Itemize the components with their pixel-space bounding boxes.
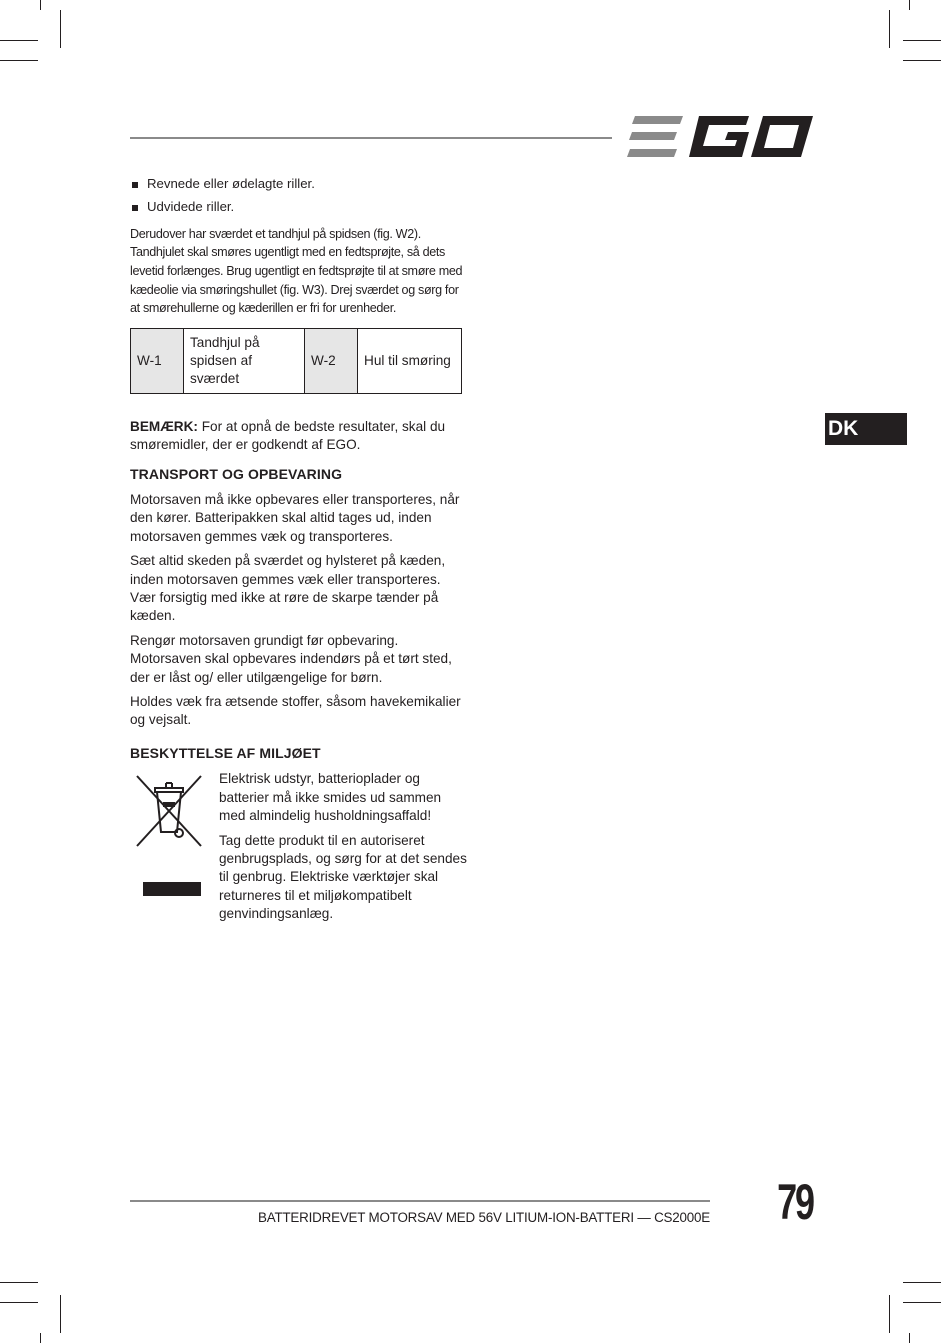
footer-rule [130, 1200, 710, 1202]
legend-table [130, 328, 462, 394]
bullet-item: Udvidede riller. [130, 198, 465, 216]
table-row [131, 328, 462, 393]
language-tab: DK [825, 413, 907, 445]
crop-mark [40, 0, 41, 10]
transport-paragraph: Sæt altid skeden på sværdet og hylsteret på kæden, inden motorsaven gemmes væk eller transporteres. Vær forsigtig med ikke at røre de skarpe tænder på kæden. [130, 553, 446, 624]
note-paragraph [130, 418, 465, 455]
crop-mark [903, 1282, 941, 1283]
transport-paragraph: Rengør motorsaven grundigt før opbevaring. Motorsaven skal opbevares indendørs på et tørt sted, der er låst og/ eller utilgængelige for børn. [130, 632, 452, 685]
legend-label: Tandhjul på spidsen af sværdet [184, 328, 305, 393]
main-column [130, 175, 465, 970]
environment-paragraph: Tag dette produkt til en autoriseret genbrugsplads, og sørg for at det sendes til genbrug. Elektriske værktøjer skal returneres til et miljøkompatibelt genvindingsanlæg. [219, 832, 467, 922]
note-text: For at opnå de bedste resultater, skal du smøremidler, der er godkendt af EGO. [130, 418, 446, 453]
crop-mark [889, 10, 890, 48]
crop-mark [903, 60, 941, 61]
legend-code: W-1 [131, 328, 184, 393]
crop-mark [903, 1302, 941, 1303]
weee-crossed-bin-icon [135, 774, 203, 874]
transport-paragraph: Motorsaven må ikke opbevares eller transporteres, når den kører. Batteripakken skal altid tages ud, inden motorsaven gemmes væk og transporteres. [130, 492, 460, 544]
legend-label: Hul til smøring [358, 328, 462, 393]
crop-mark [40, 1333, 41, 1343]
crop-mark [0, 1302, 38, 1303]
crop-mark [903, 40, 941, 41]
crop-mark [60, 1295, 61, 1333]
crop-mark [0, 1282, 38, 1283]
note-label: BEMÆRK: [130, 418, 198, 434]
crop-mark [60, 10, 61, 48]
footer-title: BATTERIDREVET MOTORSAV MED 56V LITIUM-ION-BATTERI — CS2000E [258, 1210, 710, 1225]
transport-paragraph: Holdes væk fra ætsende stoffer, såsom havekemikalier og vejsalt. [130, 694, 461, 728]
environment-paragraph: Elektrisk udstyr, batterioplader og batterier må ikke smides ud sammen med almindelig husholdningsaffald! [219, 771, 442, 824]
section-heading-environment: BESKYTTELSE AF MILJØET [130, 744, 321, 761]
weee-bar [143, 882, 201, 896]
crop-mark [909, 1333, 910, 1343]
header-rule [130, 137, 612, 139]
legend-code: W-2 [305, 328, 358, 393]
environment-block [130, 770, 465, 970]
ego-logo [627, 116, 813, 158]
page-number: 79 [777, 1174, 813, 1230]
crop-mark [0, 40, 38, 41]
crop-mark [0, 60, 38, 61]
environment-text [219, 770, 469, 929]
bullet-item: Revnede eller ødelagte riller. [130, 175, 465, 193]
crop-mark [889, 1295, 890, 1333]
intro-paragraph: Derudover har sværdet et tandhjul på spidsen (fig. W2). Tandhjulet skal smøres ugentligt med en fedtsprøjte, så dets levetid forlænges. Brug ugentligt en fedtsprøjte til at smøre med kædeolie via smøringshullet (fig. W3). Drej sværdet og sørg for at smørehullerne og kæderillen er fri for urenheder. [130, 226, 463, 316]
crop-mark [909, 0, 910, 10]
section-heading-transport: TRANSPORT OG OPBEVARING [130, 465, 343, 482]
